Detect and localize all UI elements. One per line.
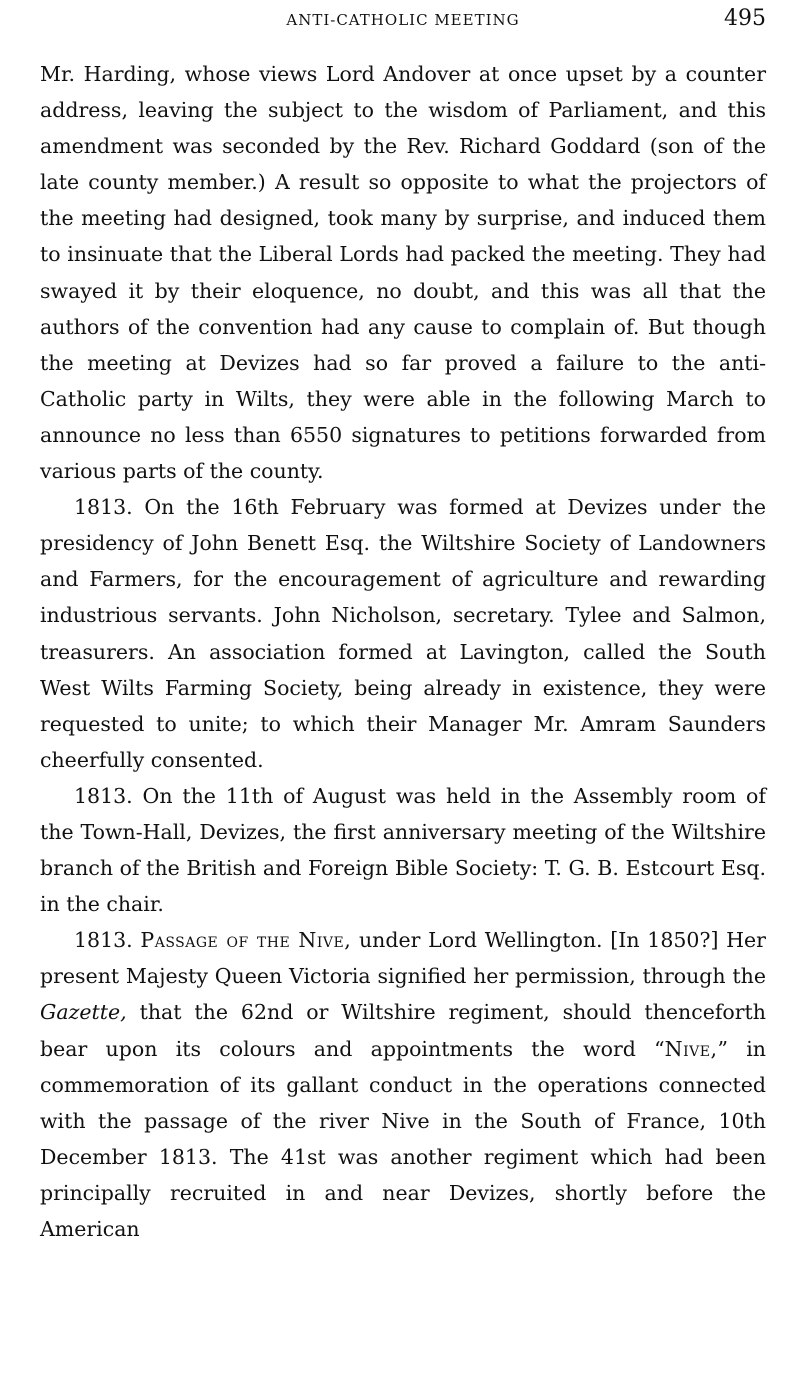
paragraph-anti-catholic-meeting: Mr. Harding, whose views Lord Andover at once upset by a counter address, leaving the subject to the wisdom of Parliament, and this amendment was seconded by the Rev. Richard Goddard (son of the late county member.) A result so opposite to what the projectors of the meeting had designed, took many by surprise, and induced them to insinuate that the Liberal Lords had packed the meeting. They had swayed it by their eloquence, no doubt, and this was all that the authors of the convention had any cause to complain of. But though the meeting at Devizes had so far proved a failure to the anti-Catholic party in Wilts, they were able in the following March to announce no less than 6550 signatures to petitions forwarded from various parts of the county. xyxy=(40,62,766,484)
text-segment: under Lord Wellington. [In 1850?] Her present Majesty Queen Victoria signified her permission, through the xyxy=(40,928,766,989)
paragraph-bible-society: 1813. On the 11th of August was held in the Assembly room of the Town-Hall, Devizes, the first anniversary meeting of the Wiltshire branch of the British and Foreign Bible Society: T. G. B. Estcourt Esq. in the chair. xyxy=(40,783,766,917)
paragraph-wiltshire-society: 1813. On the 16th February was formed at Devizes under the presidency of John Benett Esq. the Wiltshire Society of Landowners and Farmers, for the encouragement of agriculture and rewarding industrious servants. John Nicholson, secretary. Tylee and Salmon, treasurers. An association formed at Lavington, called the South West Wilts Farming Society, being already in existence, they were requested to unite; to which their Manager Mr. Amram Saunders cheerfully consented. xyxy=(40,495,766,772)
entry-heading: Passage of the Nive, xyxy=(140,928,352,953)
entry-year: 1813. xyxy=(74,928,133,953)
gazette-title: Gazette, xyxy=(40,1000,127,1025)
body-text xyxy=(40,42,766,1247)
page-number: 495 xyxy=(724,6,766,31)
book-page xyxy=(40,0,766,1247)
text-segment: ” in commemoration of its gallant conduct in the operations connected with the passage of the river Nive in the South of France, 10th December 1813. The 41st was another regiment which had been principally recruited in and near Devizes, shortly before the American xyxy=(40,1036,766,1241)
paragraph-passage-of-the-nive xyxy=(40,922,766,1247)
running-title: ANTI-CATHOLIC MEETING xyxy=(286,11,520,29)
nive-word: Nive, xyxy=(664,1036,718,1061)
text-segment: that the 62nd or Wiltshire regiment, should thenceforth bear upon its colours and appointments the word “ xyxy=(40,1000,766,1061)
running-header xyxy=(40,0,766,42)
